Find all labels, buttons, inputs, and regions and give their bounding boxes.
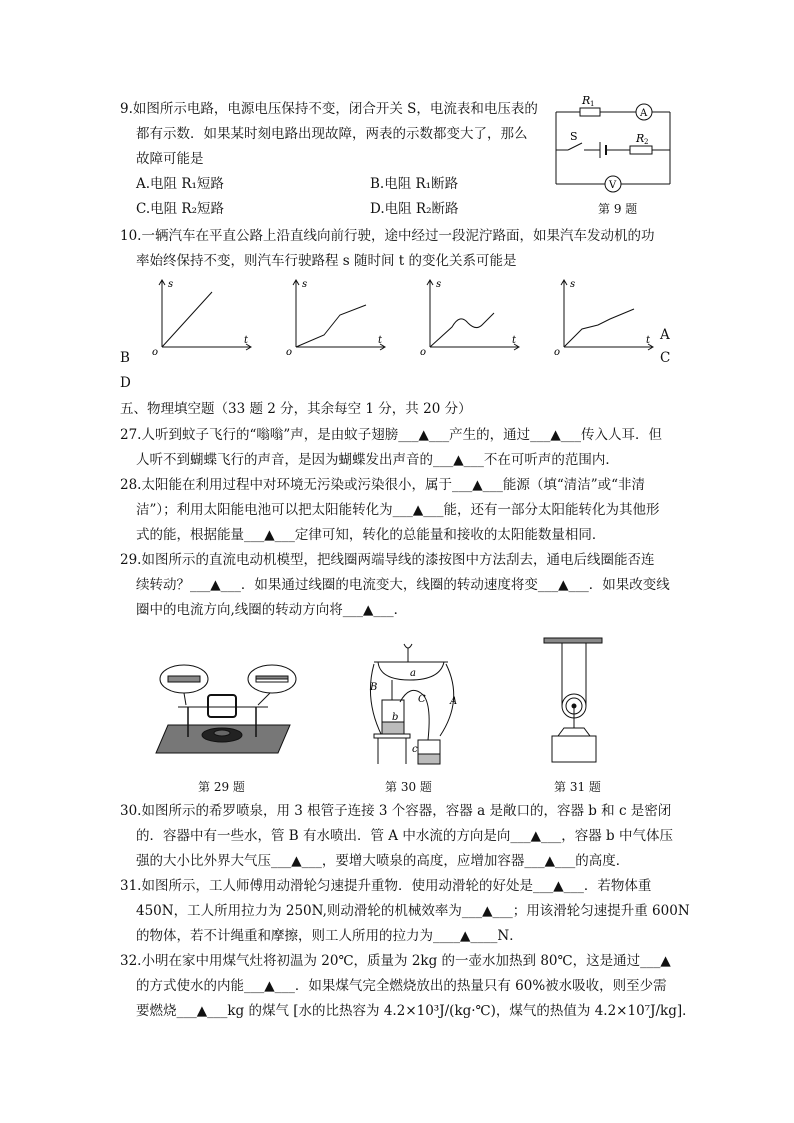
fig29-motor-model (150, 655, 310, 765)
q9-line-1: 9.如图所示电路，电源电压保持不变，闭合开关 S，电流表和电压表的 (120, 101, 538, 117)
graph-b-o-label: o (286, 347, 293, 357)
graph-d-o-label: o (554, 347, 561, 357)
fig30-label-B: B (370, 682, 378, 693)
weight-icon (552, 736, 596, 762)
fig30-label-c: c (412, 744, 418, 755)
graph-b-s-label: s (302, 279, 308, 290)
graph-d-s-label: s (570, 279, 576, 290)
label-switch: S (570, 130, 578, 143)
graph-d-t-label: t (646, 335, 651, 346)
q10-graph-d (552, 275, 662, 357)
q9-caption: 第 9 题 (598, 202, 638, 216)
q31-line-1: 31.如图所示，工人师傅用动滑轮匀速提升重物．使用动滑轮的好处是___▲___．若物体重 (120, 878, 652, 894)
q29-line-2: 续转动？___▲___．如果通过线圈的电流变大，线圈的转动速度将变___▲___．如果改变线 (136, 577, 670, 593)
q10-line-1: 10.一辆汽车在平直公路上沿直线向前行驶，途中经过一段泥泞路面，如果汽车发动机的功 (120, 228, 655, 244)
section5-heading: 五、物理填空题（33 题 2 分，其余每空 1 分，共 20 分） (120, 401, 472, 417)
fig30-heron-fountain (360, 640, 470, 768)
q28-line-1: 28.太阳能在利用过程中对环境无污染或污染很小，属于___▲___能源（填“清洁”或“非清 (120, 477, 646, 493)
label-r1: R (582, 94, 591, 107)
q29-line-1: 29.如图所示的直流电动机模型，把线圈两端导线的漆按图中方法刮去，通电后线圈能否连 (120, 552, 655, 568)
graph-a-o-label: o (152, 347, 159, 357)
q10-option-b-letter: B (120, 350, 130, 366)
label-ammeter: A (640, 108, 648, 119)
q32-line-2: 的方式使水的内能___▲___．如果煤气完全燃烧放出的热量只有 60%被水吸收，则至少需 (136, 978, 667, 994)
q9-line-3: 故障可能是 (136, 151, 204, 167)
label-r2-sub: 2 (644, 138, 649, 146)
q9-option-b: B.电阻 R₁断路 (370, 176, 459, 192)
q30-line-1: 30.如图所示的希罗喷泉，用 3 根管子连接 3 个容器，容器 a 是敞口的，容器 b 和 c 是密闭 (120, 803, 672, 819)
q29-line-3: 圈中的电流方向,线圈的转动方向将___▲___． (136, 602, 408, 618)
switch-icon (568, 143, 582, 150)
q30-line-3: 强的大小比外界大气压___▲___，要增大喷泉的高度，应增加容器___▲___的高度． (136, 853, 630, 869)
label-r2: R (636, 132, 645, 145)
q28-line-3: 式的能，根据能量___▲___定律可知，转化的总能量和接收的太阳能数量相同． (136, 527, 606, 543)
q10-graph-c (418, 275, 528, 357)
resistor-r1-icon (580, 108, 600, 116)
q31-line-2: 450N，工人所用拉力为 250N,则动滑轮的机械效率为___▲___；用该滑轮匀速提升重 600N (136, 903, 690, 919)
q9-option-c: C.电阻 R₂短路 (136, 201, 225, 217)
fig30-label-b: b (392, 712, 399, 723)
graph-a-t-label: t (244, 335, 249, 346)
resistor-r2-icon (630, 146, 652, 154)
q9-line-2: 都有示数．如果某时刻电路出现故障，两表的示数都变大了，那么 (136, 126, 528, 142)
fig31-movable-pulley (540, 636, 610, 766)
fig30-caption: 第 30 题 (385, 780, 432, 794)
q10-graph-b (284, 275, 394, 357)
graph-c-s-label: s (436, 279, 442, 290)
q9-option-a: A.电阻 R₁短路 (136, 176, 224, 192)
q9-option-d: D.电阻 R₂断路 (370, 201, 459, 217)
q28-line-2: 洁”）；利用太阳能电池可以把太阳能转化为___▲___能，还有一部分太阳能转化为其他形 (136, 502, 660, 518)
fig31-caption: 第 31 题 (554, 780, 601, 794)
graph-c-o-label: o (420, 347, 427, 357)
q30-line-2: 的．容器中有一些水，管 B 有水喷出．管 A 中水流的方向是向___▲___，容器 b 中气体压 (136, 828, 673, 844)
q32-line-1: 32.小明在家中用煤气灶将初温为 20℃，质量为 2kg 的一壶水加热到 80℃，这是通过___▲ (120, 953, 671, 969)
q10-graph-a (150, 275, 260, 357)
label-voltmeter: V (609, 180, 617, 191)
graph-a-s-label: s (168, 279, 174, 290)
ceiling-icon (544, 638, 602, 643)
coil-icon (208, 695, 236, 717)
fig29-caption: 第 29 题 (198, 780, 245, 794)
q10-line-2: 率始终保持不变，则汽车行驶路程 s 随时间 t 的变化关系可能是 (136, 253, 517, 269)
fig30-label-a: a (410, 668, 416, 679)
fig30-label-C: C (418, 694, 426, 705)
q9-circuit-diagram (548, 90, 678, 210)
q10-option-c-letter: C (660, 350, 671, 366)
label-r1-sub: 1 (590, 100, 595, 108)
q27-line-2: 人听不到蝴蝶飞行的声音，是因为蝴蝶发出声音的___▲___不在可听声的范围内． (136, 452, 619, 468)
fig30-label-A: A (450, 696, 458, 707)
q10-option-a-letter: A (660, 327, 670, 343)
q10-option-d-letter: D (120, 375, 131, 391)
graph-b-t-label: t (378, 335, 383, 346)
q27-line-1: 27.人听到蚊子飞行的“嗡嗡”声，是由蚊子翅膀___▲___产生的，通过___▲___传入人耳．但 (120, 427, 663, 443)
q32-line-3: 要燃烧___▲___kg 的煤气 [水的比热容为 4.2×10³J/(kg·℃)，煤气的热值为 4.2×10⁷J/kg]． (136, 1003, 696, 1019)
graph-c-t-label: t (512, 335, 517, 346)
q31-line-3: 的物体，若不计绳重和摩擦，则工人所用的拉力为____▲____N． (136, 928, 523, 944)
